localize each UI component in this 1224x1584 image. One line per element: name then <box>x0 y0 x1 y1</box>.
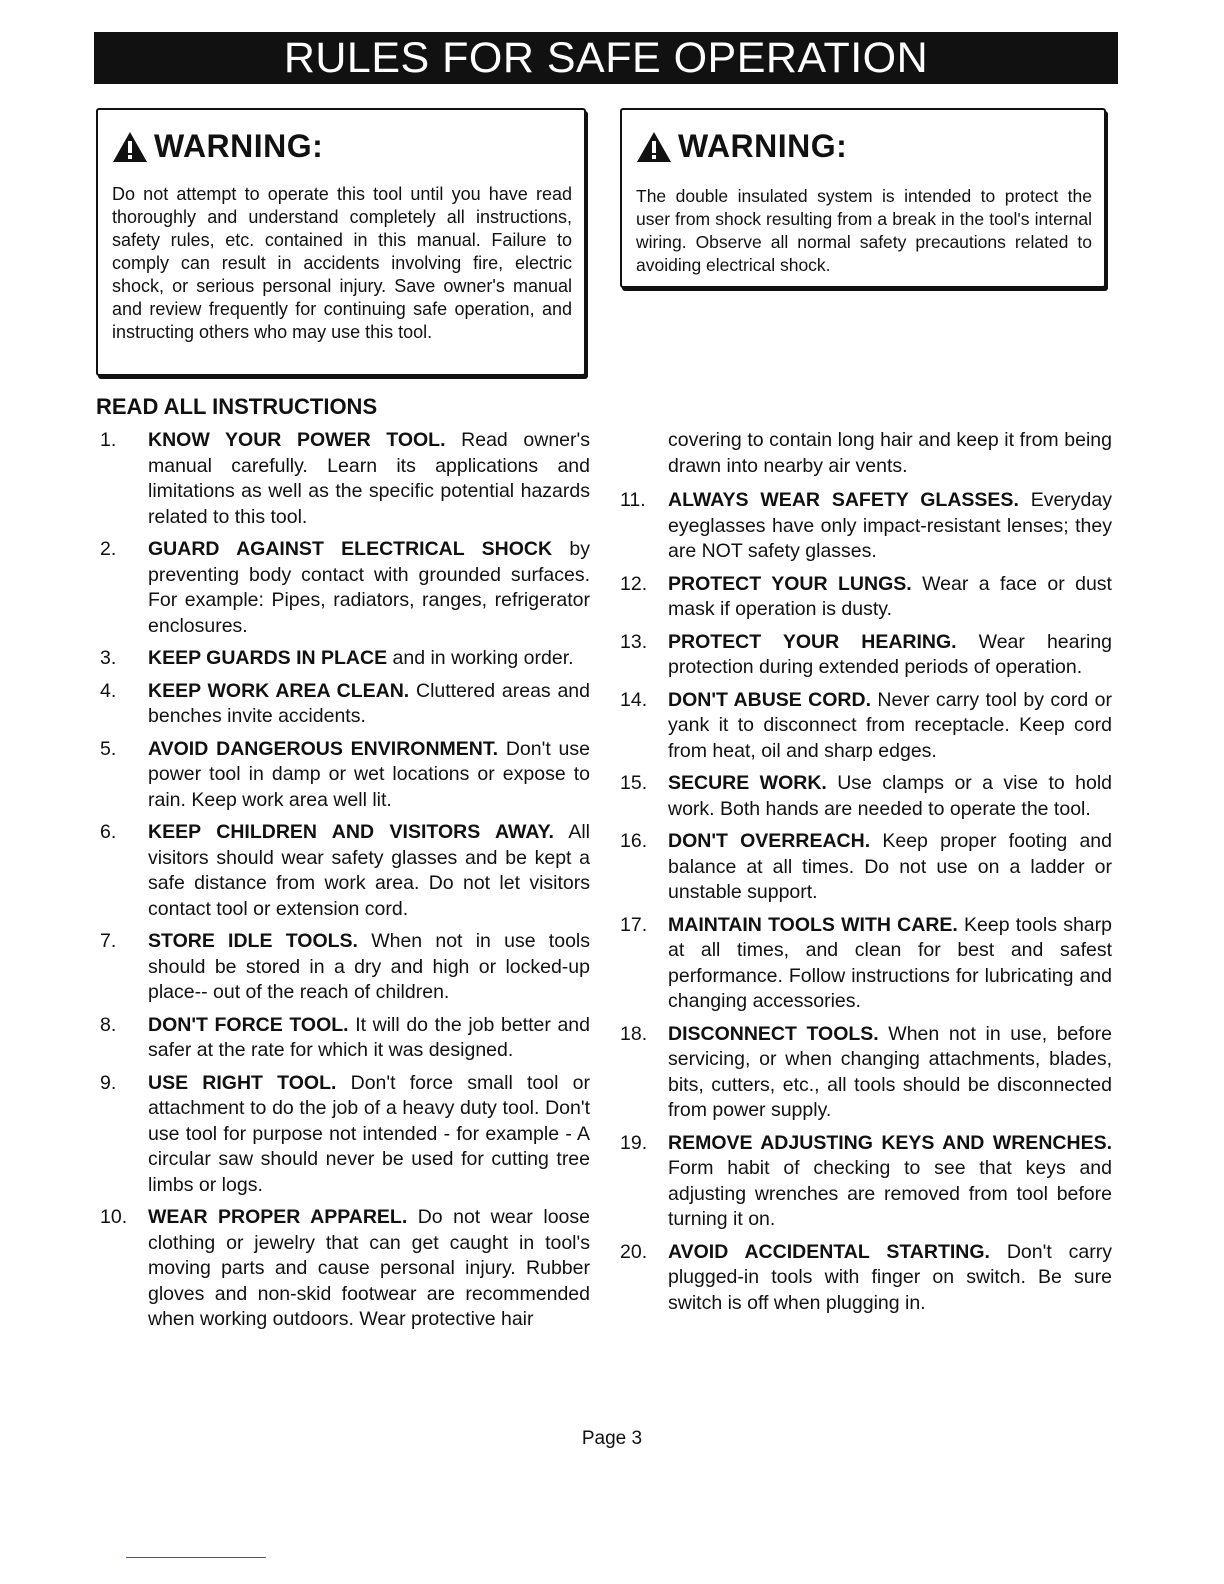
rule-keyword: KEEP CHILDREN AND VISITORS AWAY. <box>148 821 554 843</box>
rule-keyword: KEEP WORK AREA CLEAN. <box>148 679 410 702</box>
rule-number: 13. <box>620 630 648 653</box>
rule-number: 9. <box>100 1071 117 1094</box>
rule-text: Don't force small tool or attachment to do the job of a heavy duty tool. Don't use tool for purpose not intended - for example - A circular saw should never be used for cutting tree limbs or logs. <box>148 1071 590 1196</box>
rule-text: When not in use tools should be stored in a dry and high or locked-up place-- out of the reach of children. <box>148 930 590 1003</box>
rules-column-right <box>620 428 1112 1323</box>
rule-keyword: REMOVE ADJUSTING KEYS AND WRENCHES. <box>668 1131 1112 1154</box>
rule-number: 5. <box>100 737 117 760</box>
rule-number: 7. <box>100 930 117 952</box>
rule-text: Keep proper footing and balance at all times. Do not use on a ladder or unstable support. <box>668 830 1112 903</box>
rule-keyword: STORE IDLE TOOLS. <box>148 930 358 952</box>
rule-text: Keep tools sharp at all times, and clean for best and safest performance. Follow instructions for lubricating and changing accessories. <box>668 913 1112 1012</box>
rule-number: 4. <box>100 679 117 702</box>
rule-keyword: DON'T OVERREACH. <box>668 830 871 852</box>
rule-text: All visitors should wear safety glasses and be kept a safe distance from work area. Do not let visitors contact tool or extension cord. <box>148 821 590 920</box>
rule-keyword: DON'T ABUSE CORD. <box>668 688 872 711</box>
rule-text: When not in use, before servicing, or when changing attachments, blades, bits, cutters, etc., all tools should be disconnected from power supply. <box>668 1022 1112 1121</box>
rule-keyword: AVOID ACCIDENTAL STARTING. <box>668 1240 990 1263</box>
warning-text: The double insulated system is intended to protect the user from shock resulting from a break in the tool's internal wiring. Observe all normal safety precautions related to avoiding electrical shock. <box>636 186 1092 275</box>
rule-item <box>100 646 590 672</box>
rule-number: 1. <box>100 429 117 451</box>
rule-item <box>100 1071 590 1199</box>
section-heading: READ ALL INSTRUCTIONS <box>96 394 378 419</box>
warning-header <box>112 128 584 165</box>
rule-number: 17. <box>620 913 648 936</box>
rule-text: Use clamps or a vise to hold work. Both hands are needed to operate the tool. <box>668 772 1113 820</box>
rule-item <box>620 829 1112 906</box>
rule-item <box>100 428 590 530</box>
rule-keyword: DISCONNECT TOOLS. <box>668 1022 879 1045</box>
rule-text: Read owner's manual carefully. Learn its applications and limitations as well as the specific potential hazards related to this tool. <box>148 429 590 528</box>
rule-number: 18. <box>620 1022 648 1045</box>
rule-keyword: WEAR PROPER APPAREL. <box>148 1206 408 1228</box>
warning-box-operation <box>96 108 586 376</box>
rule-number: 3. <box>100 647 117 669</box>
rule-item <box>100 820 590 922</box>
rule-number: 15. <box>620 772 648 794</box>
footer-divider <box>126 1557 266 1558</box>
rule-text: Never carry tool by cord or yank it to disconnect from receptacle. Keep cord from heat, oil and sharp edges. <box>668 688 1112 762</box>
rule-number: 14. <box>620 688 648 711</box>
rule-keyword: SECURE WORK. <box>668 772 827 794</box>
warning-triangle-icon <box>636 131 672 163</box>
rule-item <box>100 1205 590 1333</box>
rule-keyword: AVOID DANGEROUS ENVIRONMENT. <box>148 737 499 760</box>
rule-keyword: USE RIGHT TOOL. <box>148 1071 337 1094</box>
page-title: RULES FOR SAFE OPERATION <box>94 32 1118 84</box>
rule-item <box>100 929 590 1006</box>
rule-item <box>620 630 1112 681</box>
rule-item <box>620 488 1112 565</box>
rule-number: 12. <box>620 572 648 595</box>
rule-keyword: PROTECT YOUR HEARING. <box>668 630 957 653</box>
warning-text: Do not attempt to operate this tool until you have read thoroughly and understand completely all instructions, safety rules, etc. contained in this manual. Failure to comply can result in accidents involving fire, electric shock, or serious personal injury. Save owner's manual and review frequently for continuing safe operation, and instructing others who may use this tool. <box>112 184 572 342</box>
rule-text: Wear a face or dust mask if operation is dusty. <box>668 572 1112 620</box>
rule-keyword: PROTECT YOUR LUNGS. <box>668 572 912 595</box>
rule-item <box>620 1240 1112 1317</box>
rule-number: 20. <box>620 1240 648 1263</box>
warning-title: WARNING: <box>678 128 848 164</box>
rule-number: 10. <box>100 1206 128 1228</box>
warning-triangle-icon <box>112 131 148 163</box>
rules-column-left <box>100 428 590 1340</box>
warning-header <box>636 128 1104 165</box>
rule-text: and in working order. <box>387 647 574 669</box>
rule-text: Form habit of checking to see that keys and adjusting wrenches are removed from tool before turning it on. <box>668 1157 1112 1230</box>
warning-title: WARNING: <box>154 128 324 164</box>
rule-number: 19. <box>620 1131 648 1154</box>
rule-item <box>620 913 1112 1015</box>
rule-text: It will do the job better and safer at the rate for which it was designed. <box>148 1013 590 1061</box>
rule-item <box>620 572 1112 623</box>
rule-number: 16. <box>620 830 648 852</box>
warning-box-insulation <box>620 108 1106 288</box>
rule-text: Do not wear loose clothing or jewelry that can get caught in tool's moving parts and cause personal injury. Rubber gloves and non-skid footwear are recommended when working outdoors. Wear protective hair <box>148 1206 591 1330</box>
rule-item <box>100 679 590 730</box>
rule-item <box>100 737 590 814</box>
rule-text: Cluttered areas and benches invite accidents. <box>148 679 590 727</box>
rule-item <box>620 688 1112 765</box>
rule-text: Don't carry plugged-in tools with finger on switch. Be sure switch is off when plugging in. <box>668 1240 1112 1314</box>
rule-number: 8. <box>100 1013 117 1036</box>
rule-text: by preventing body contact with grounded surfaces. For example: Pipes, radiators, ranges, refrigerator enclosures. <box>148 538 591 637</box>
rule-text: Wear hearing protection during extended periods of operation. <box>668 630 1113 678</box>
rule-text: Don't use power tool in damp or wet locations or expose to rain. Keep work area well lit. <box>148 737 590 811</box>
rule-number: 2. <box>100 538 117 560</box>
rule-number: 11. <box>620 489 646 511</box>
rule-keyword: KEEP GUARDS IN PLACE <box>148 647 388 669</box>
rule-keyword: GUARD AGAINST ELECTRICAL SHOCK <box>148 538 553 560</box>
rule-text: Everyday eyeglasses have only impact-resistant lenses; they are NOT safety glasses. <box>668 489 1112 562</box>
rule-item <box>620 1022 1112 1124</box>
rule-keyword: MAINTAIN TOOLS WITH CARE. <box>668 913 958 936</box>
rule-number: 6. <box>100 821 117 843</box>
rule-item <box>100 537 590 639</box>
page-number: Page 3 <box>581 1428 643 1449</box>
rule-item <box>100 1013 590 1064</box>
rule-keyword: KNOW YOUR POWER TOOL. <box>148 429 446 451</box>
rule-item <box>620 1131 1112 1233</box>
rule-continuation: covering to contain long hair and keep it from being drawn into nearby air vents. <box>668 429 1112 477</box>
rule-keyword: ALWAYS WEAR SAFETY GLASSES. <box>668 489 1019 511</box>
rule-keyword: DON'T FORCE TOOL. <box>148 1013 349 1036</box>
rule-item <box>620 771 1112 822</box>
